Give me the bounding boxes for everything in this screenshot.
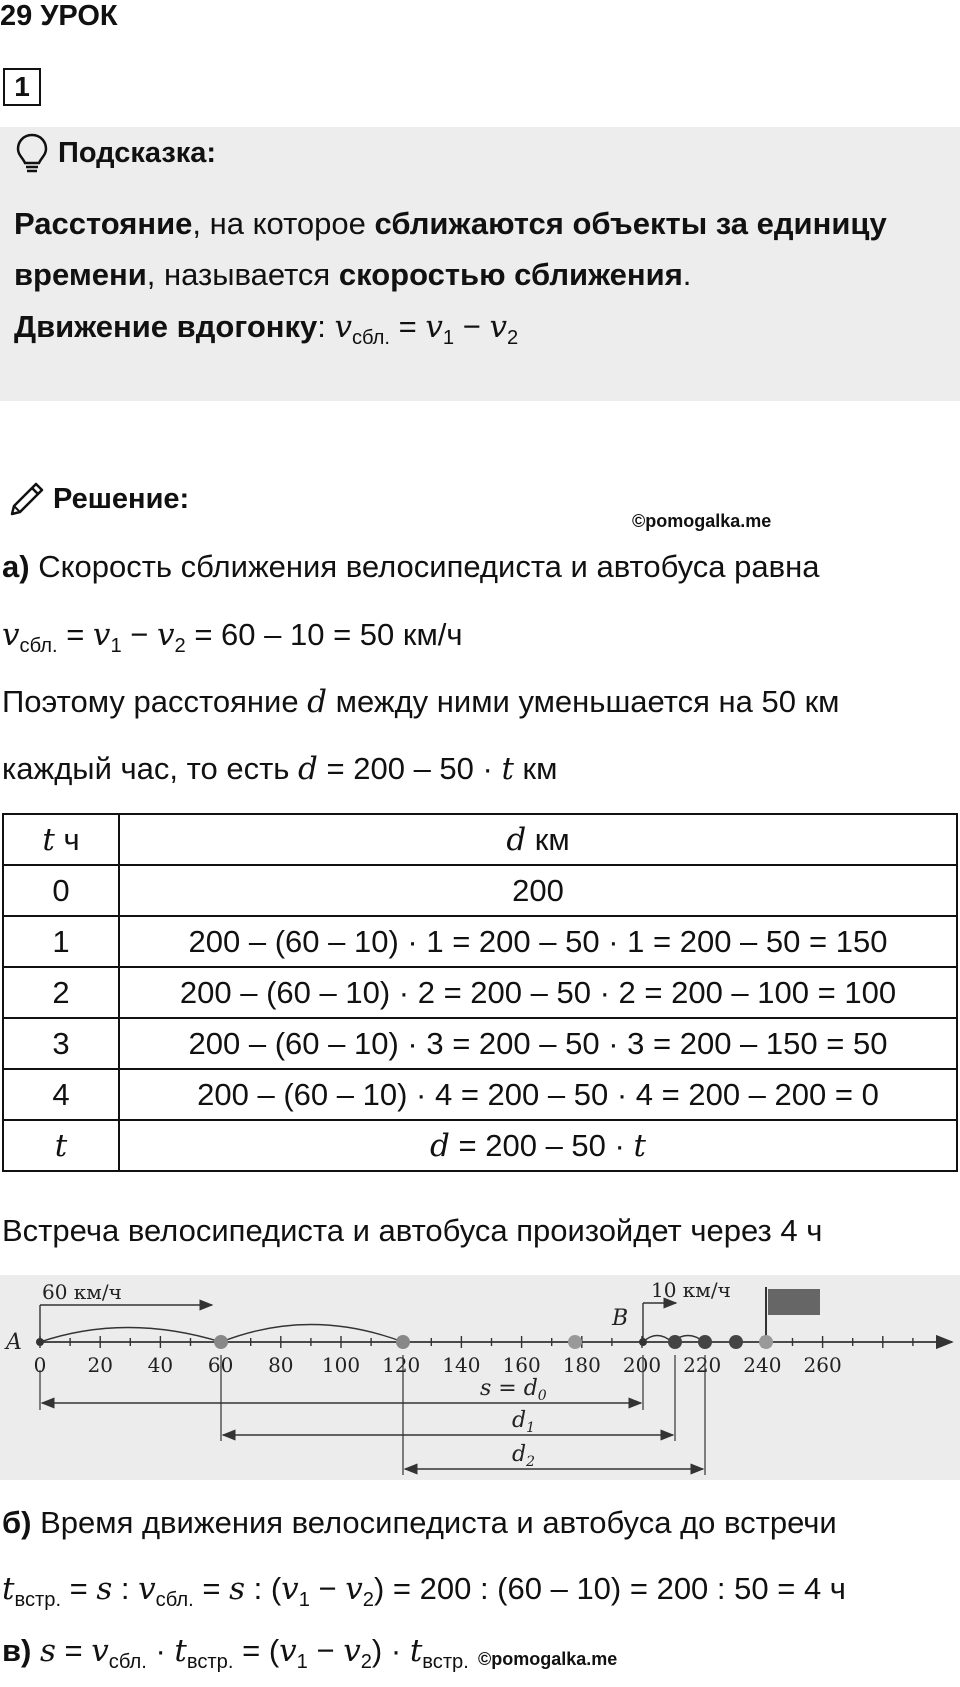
var-t: t: [501, 751, 514, 787]
formula-paren: ): [373, 1571, 385, 1606]
formula-sub: 1: [298, 1589, 310, 1612]
table-cell-d: 200 – (60 – 10) · 2 = 200 – 50 · 2 = 200 – 100 = 100: [119, 967, 957, 1018]
formula-sub: сбл.: [108, 1651, 147, 1674]
formula-v1: v: [92, 617, 111, 653]
part-a-result: = 60 – 10 = 50 км/ч: [185, 617, 463, 652]
formula-paren: (: [270, 1571, 282, 1606]
part-b-line-1: [2, 1505, 837, 1541]
point-a-label: A: [6, 1330, 22, 1355]
formula-sub: 1: [442, 327, 455, 350]
part-a-line-3: [2, 684, 839, 720]
part-a-label: а): [2, 549, 30, 584]
formula-v: v: [2, 617, 20, 653]
table-row: [3, 1120, 957, 1171]
var-s: s: [229, 1571, 245, 1607]
table-cell-d: [119, 1120, 957, 1171]
tick-label: 20: [87, 1353, 113, 1377]
formula-v: v: [138, 1571, 156, 1607]
speed-b-label: 10 км/ч: [651, 1278, 731, 1302]
formula-sub: встр.: [14, 1589, 62, 1612]
table-cell-t: t: [3, 1120, 119, 1171]
part-a-text: каждый час, то есть: [2, 751, 299, 786]
table-cell-t: 3: [3, 1018, 119, 1069]
table-cell-t: 4: [3, 1069, 119, 1120]
tick-label: 220: [683, 1353, 722, 1377]
part-a-text: Скорость сближения велосипедиста и автобуса равна: [29, 549, 820, 584]
formula-v: v: [334, 309, 352, 345]
formula-minus: −: [121, 617, 157, 652]
tick-label: 120: [382, 1353, 421, 1377]
formula-v1: v: [281, 1571, 299, 1607]
formula-colon: :: [112, 1571, 139, 1606]
formula-eq: =: [390, 309, 426, 344]
s-label-text: s = d: [480, 1376, 538, 1401]
formula-eq: =: [61, 1571, 97, 1606]
formula-sub: 2: [506, 327, 519, 350]
d2-text: d: [512, 1442, 527, 1467]
tick-label: 100: [321, 1353, 361, 1377]
number-line-diagram: [0, 1275, 960, 1480]
hint-text: , на которое: [192, 206, 375, 241]
tick-label: 60: [207, 1353, 234, 1377]
d1-sub: 1: [526, 1420, 536, 1436]
var-d: d: [506, 821, 527, 858]
hint-line-2: [14, 257, 691, 293]
flag-icon: [768, 1289, 820, 1315]
formula-eq: =: [233, 1633, 269, 1668]
bus-point: [729, 1335, 743, 1349]
table-cell-d: 200 – (60 – 10) · 4 = 200 – 50 · 4 = 200 – 200 = 0: [119, 1069, 957, 1120]
table-header-t: [3, 814, 119, 865]
formula-colon: :: [245, 1571, 271, 1606]
part-b-text: Время движения велосипедиста и автобуса до встречи: [31, 1505, 837, 1540]
formula-paren: ): [371, 1633, 383, 1668]
table-row: [3, 1018, 957, 1069]
cyclist-point: [396, 1335, 410, 1349]
formula-v: v: [91, 1633, 109, 1669]
formula-sub: сбл.: [351, 327, 391, 350]
solution-title: Решение:: [53, 483, 190, 515]
part-b-result: = 200 : (60 – 10) = 200 : 50 = 4 ч: [384, 1571, 846, 1606]
watermark: ©pomogalka.me: [478, 1649, 618, 1669]
point-b-label: B: [612, 1306, 629, 1331]
hint-term-approach: сближаются объекты за единицу: [374, 206, 887, 241]
formula-sub: встр.: [422, 1651, 469, 1674]
table-header-row: [3, 814, 957, 865]
cyclist-point: [214, 1335, 228, 1349]
tick-label: 40: [147, 1353, 174, 1377]
tick-label: 240: [743, 1353, 782, 1377]
var-s: s: [40, 1633, 56, 1669]
table-cell-d: 200 – (60 – 10) · 1 = 200 – 50 · 1 = 200 – 50 = 150: [119, 916, 957, 967]
unit: км: [526, 821, 570, 857]
hint-term-time: времени: [14, 257, 147, 292]
cyclist-point: [568, 1335, 582, 1349]
formula-dot: ·: [382, 1633, 410, 1668]
part-a-text: между ними уменьшается на 50 км: [327, 684, 840, 719]
part-a-line-1: [2, 549, 819, 585]
part-v-label: в): [2, 1633, 32, 1668]
lightbulb-icon: [14, 132, 50, 176]
distance-d1-label: [512, 1408, 535, 1436]
hint-term-speed: скоростью сближения: [338, 257, 683, 292]
formula-sub: сбл.: [155, 1589, 194, 1612]
var-s: s: [96, 1571, 113, 1607]
var-t: t: [409, 1633, 423, 1669]
formula-sub: 1: [110, 635, 122, 658]
tick-label: 180: [562, 1353, 601, 1377]
distance-table: [2, 813, 958, 1172]
formula-dot: ·: [146, 1633, 175, 1668]
formula-v1: v: [425, 309, 443, 345]
formula-minus: −: [454, 309, 490, 344]
formula-minus: −: [309, 1571, 346, 1606]
var-d: d: [298, 751, 318, 787]
formula-v2: v: [156, 617, 175, 653]
tick-label: 0: [33, 1353, 47, 1377]
var-t: t: [2, 1571, 15, 1607]
table-row: [3, 916, 957, 967]
formula-minus: −: [307, 1633, 344, 1668]
tick-label: 200: [622, 1353, 662, 1377]
var-t: t: [42, 821, 55, 858]
table-header-d: [119, 814, 957, 865]
formula-eq: =: [55, 1633, 92, 1668]
part-a-text: Поэтому расстояние: [2, 684, 308, 719]
formula-sub: встр.: [186, 1651, 234, 1674]
table-cell-t: 1: [3, 916, 119, 967]
watermark: ©pomogalka.me: [632, 511, 772, 531]
hint-term-distance: Расстояние: [14, 206, 193, 241]
tick-label: 260: [803, 1353, 842, 1377]
part-a-text: = 200 – 50 ·: [317, 751, 502, 786]
var-t: t: [174, 1633, 187, 1669]
d2-sub: 2: [526, 1454, 536, 1470]
hint-text: :: [317, 309, 335, 344]
speed-a-label: 60 км/ч: [42, 1280, 122, 1304]
bus-point: [698, 1335, 712, 1349]
table-row: [3, 1069, 957, 1120]
jump-arc: [221, 1325, 403, 1343]
table-row: [3, 865, 957, 916]
formula-text: = 200 – 50 ·: [449, 1127, 634, 1163]
s-label-sub: 0: [537, 1388, 547, 1404]
point-b: [639, 1338, 647, 1346]
formula-paren: (: [268, 1633, 280, 1668]
formula-eq: =: [193, 1571, 230, 1606]
part-a-line-4: [2, 751, 557, 787]
formula-sub: сбл.: [19, 635, 58, 658]
formula-v2: v: [489, 309, 507, 345]
bus-point: [668, 1335, 682, 1349]
part-a-text: км: [513, 751, 558, 786]
formula-eq: =: [57, 617, 93, 652]
var-t: t: [633, 1127, 646, 1164]
distance-s-label: [480, 1376, 547, 1404]
hint-text: , называется: [146, 257, 339, 292]
jump-arc: [643, 1336, 672, 1343]
hint-text: .: [682, 257, 692, 292]
part-b-label: б): [2, 1505, 32, 1540]
table-row: [3, 967, 957, 1018]
hint-line-1: [14, 206, 887, 242]
var-d: d: [307, 684, 328, 720]
formula-sub: 2: [360, 1651, 372, 1674]
tick-label: 140: [442, 1353, 481, 1377]
point-a: [36, 1338, 44, 1346]
part-a-line-2: [2, 617, 463, 658]
table-cell-t: 0: [3, 865, 119, 916]
meeting-point: [759, 1335, 773, 1349]
distance-d2-label: [512, 1442, 535, 1470]
meeting-text: Встреча велосипедиста и автобуса произойдет через 4 ч: [2, 1213, 823, 1248]
formula-sub: 2: [362, 1589, 374, 1612]
hint-line-3: [14, 309, 518, 350]
part-b-line-2: [2, 1571, 846, 1612]
tick-label: 80: [268, 1353, 294, 1377]
table-cell-d: 200: [119, 865, 957, 916]
hint-title: Подсказка:: [58, 137, 217, 169]
tick-label: 160: [502, 1353, 541, 1377]
formula-v2: v: [343, 1633, 361, 1669]
table-cell-t: 2: [3, 967, 119, 1018]
formula-v2: v: [345, 1571, 363, 1607]
d1-text: d: [512, 1408, 527, 1433]
formula-sub: 1: [296, 1651, 308, 1674]
hint-term-chase: Движение вдогонку: [14, 309, 318, 344]
task-number: 1: [3, 68, 41, 106]
var-d: d: [430, 1127, 450, 1164]
formula-sub: 2: [174, 635, 186, 658]
pencil-icon: [6, 474, 48, 516]
table-cell-d: 200 – (60 – 10) · 3 = 200 – 50 · 3 = 200 – 150 = 50: [119, 1018, 957, 1069]
formula-v1: v: [279, 1633, 297, 1669]
unit: ч: [54, 821, 80, 857]
part-v-line-1: [2, 1633, 469, 1674]
lesson-title: 29 УРОК: [0, 0, 118, 32]
